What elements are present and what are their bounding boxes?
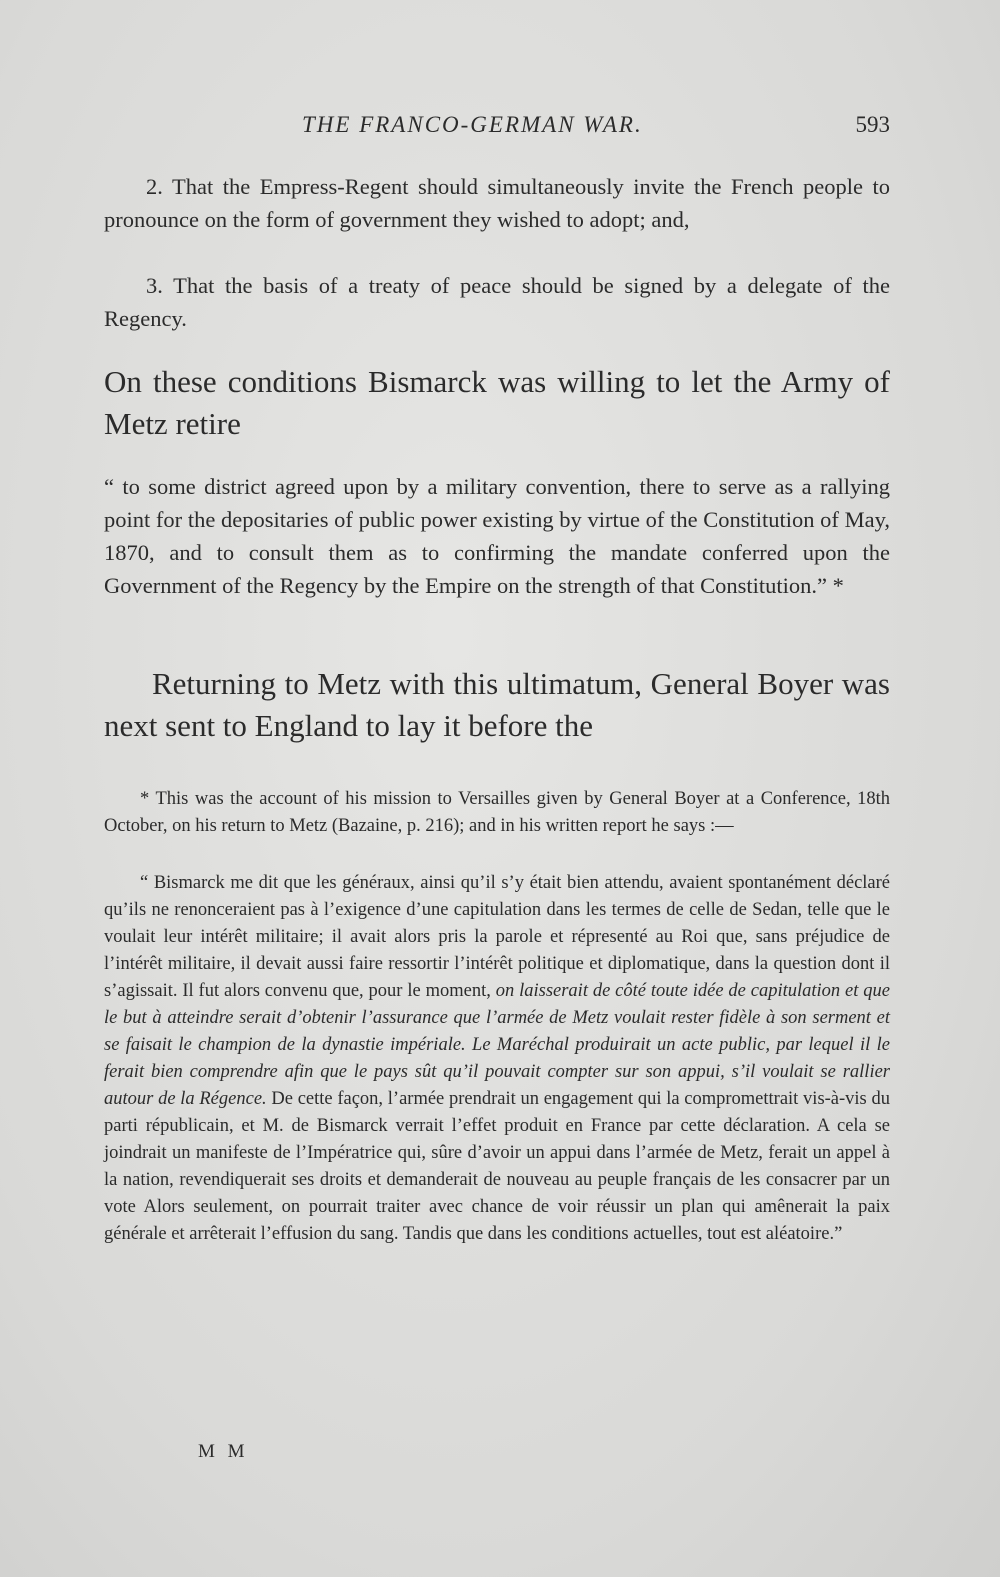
page-number: 593 bbox=[855, 112, 890, 137]
block-quote: “ to some district agreed upon by a military convention, there to serve as a rallying point for the depositaries of public power existing by virtue of the Constitution of May, 1870, and to consult them as to confirming the mandate conferred upon the Government of the Regency by the Empire on the strength of that Constitution.” * bbox=[104, 474, 890, 598]
footnote-intro-text: * This was the account of his mission to Versailles given by General Boyer at a Conference, 18th October, on his return to Metz (Bazaine, p. 216); and in his written report he says :— bbox=[104, 789, 890, 836]
footnote-french-part-b: De cette façon, l’armée prendrait un engagement qui la compromettrait vis-à-vis du parti républicain, et M. de Bismarck verrait l’effet produit en France par cette déclaration. A cela se joindrait un manifeste de l’Impératrice qui, sûre d’avoir un appui dans l’armée de Metz, ferait un appel à la nation, revendiquerait ses droits et demanderait de nouveau au peuple français de les consacrer par un vote Alors seulement, on pourrait traiter avec chance de voir réussir un plan qui amênerait la paix générale et arrêterait l’effusion du sang. Tandis que dans les conditions actuelles, tout est aléatoire.” bbox=[104, 1089, 890, 1244]
footnote-french-text bbox=[104, 870, 890, 1248]
signature-mark: M M bbox=[198, 1441, 249, 1462]
paragraph-item-3: 3. That the basis of a treaty of peace should be signed by a delegate of the Regency. bbox=[104, 273, 890, 331]
footnote-french-italic: on laisserait de côté toute idée de capitulation et que le but à atteindre serait d’obtenir l’assurance que l’armée de Metz voulait rester fidèle à son serment et se faisait le champion de la dynastie impériale. Le Maréchal produirait un acte public, par lequel il le ferait bien comprendre afin que le pays sût qu’il pouvait compter sur son appui, s’il voulait se rallier autour de la Régence. bbox=[104, 981, 890, 1109]
paragraph-bismarck-conditions: On these conditions Bismarck was willing to let the Army of Metz retire bbox=[104, 364, 890, 441]
footnote-intro bbox=[104, 786, 890, 840]
footnote-french-quote bbox=[104, 870, 890, 1248]
paragraph-item-2: 2. That the Empress-Regent should simultaneously invite the French people to pronounce on the form of government they wished to adopt; and, bbox=[104, 174, 890, 232]
paragraph-returning bbox=[104, 663, 890, 747]
page-header bbox=[100, 112, 892, 144]
paragraph-returning-text: Returning to Metz with this ultimatum, General Boyer was next sent to England to lay it before the bbox=[104, 666, 890, 743]
running-title: THE FRANCO-GERMAN WAR. bbox=[302, 112, 643, 137]
footnote-french-part-a: “ Bismarck me dit que les généraux, ainsi qu’il s’y était bien attendu, avaient spontanément déclaré qu’ils ne renonceraient pas à l’exigence d’une capitulation dans les termes de celle de Sedan, telle que le voulait leur intérêt militaire; il avait alors pris la parole et répresenté au Roi que, sans préjudice de l’intérêt militaire, il devait aussi faire ressortir l’intérêt politique et diplomatique, dans la question dont il s’agissait. Il fut alors convenu que, pour le moment, bbox=[104, 873, 890, 1001]
